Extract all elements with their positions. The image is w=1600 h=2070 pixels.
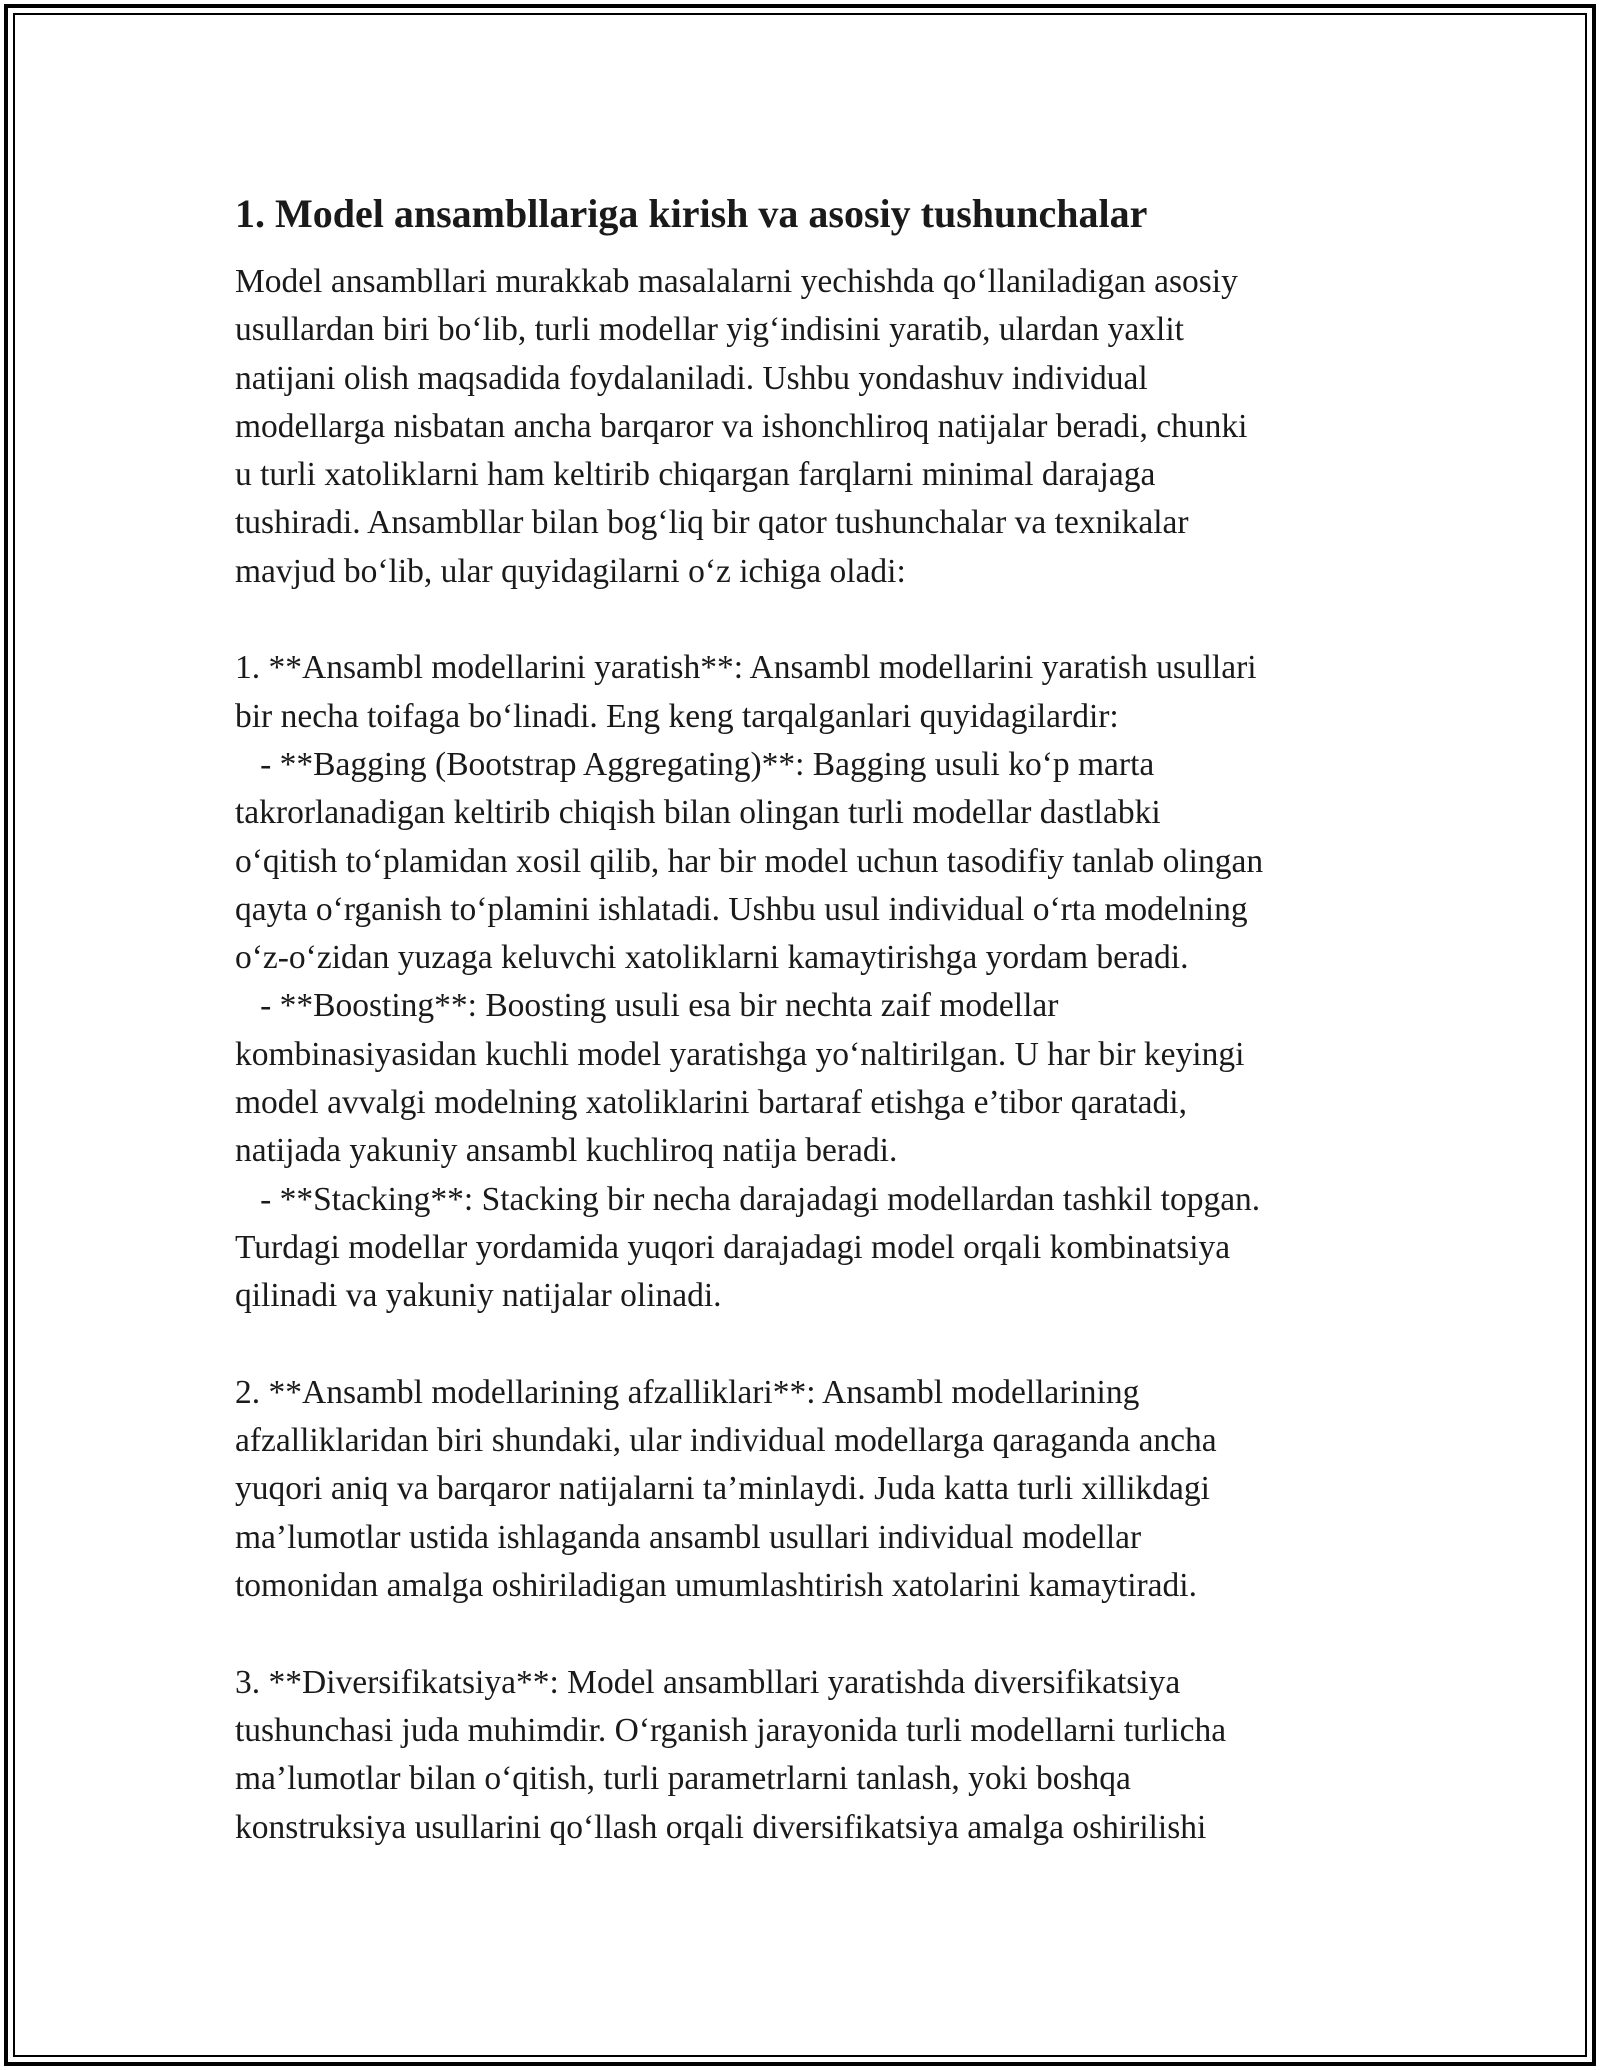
text-line: bir necha toifaga bo‘linadi. Eng keng tarqalganlari quyidagilardir: <box>235 697 1119 735</box>
text-line: natijada yakuniy ansambl kuchliroq natija beradi. <box>235 1132 898 1170</box>
paragraph-3 <box>235 1369 1375 1610</box>
text-line: o‘z-o‘zidan yuzaga keluvchi xatoliklarni kamaytirishga yordam beradi. <box>235 939 1189 977</box>
text-line: model avvalgi modelning xatoliklarini bartaraf etishga e’tibor qaratadi, <box>235 1084 1187 1122</box>
text-line: qayta o‘rganish to‘plamini ishlatadi. Ushbu usul individual o‘rta modelning <box>235 890 1248 928</box>
paragraph-4 <box>235 1659 1375 1852</box>
text-line: Turdagi modellar yordamida yuqori darajadagi model orqali kombinatsiya <box>235 1228 1231 1266</box>
text-line: modellarga nisbatan ancha barqaror va ishonchliroq natijalar beradi, chunki <box>235 407 1248 445</box>
text-line: tushunchasi juda muhimdir. O‘rganish jarayonida turli modellarni turlicha <box>235 1711 1227 1749</box>
text-line: - **Boosting**: Boosting usuli esa bir nechta zaif modellar <box>235 987 1059 1025</box>
text-line: qilinadi va yakuniy natijalar olinadi. <box>235 1277 722 1315</box>
text-line: - **Bagging (Bootstrap Aggregating)**: Bagging usuli ko‘p marta <box>235 745 1155 783</box>
text-line: yuqori aniq va barqaror natijalarni ta’minlaydi. Juda katta turli xillikdagi <box>235 1470 1210 1508</box>
text-line: 3. **Diversifikatsiya**: Model ansambllari yaratishda diversifikatsiya <box>235 1663 1181 1701</box>
text-line: tushiradi. Ansambllar bilan bog‘liq bir qator tushunchalar va texnikalar <box>235 504 1189 542</box>
text-line: ma’lumotlar ustida ishlaganda ansambl usullari individual modellar <box>235 1518 1142 1556</box>
text-line: ma’lumotlar bilan o‘qitish, turli parametrlarni tanlash, yoki boshqa <box>235 1760 1131 1798</box>
paragraph-1 <box>235 258 1375 596</box>
paragraph-gap <box>235 596 1375 644</box>
text-line: konstruksiya usullarini qo‘llash orqali diversifikatsiya amalga oshirilishi <box>235 1808 1207 1846</box>
paragraph-gap <box>235 1321 1375 1369</box>
text-line: natijani olish maqsadida foydalaniladi. Ushbu yondashuv individual <box>235 359 1148 397</box>
page-title: 1. Model ansambllariga kirish va asosiy tushunchalar <box>235 191 1148 236</box>
document-text <box>235 258 1375 1852</box>
text-line: Model ansambllari murakkab masalalarni yechishda qo‘llaniladigan asosiy <box>235 263 1238 300</box>
paragraph-2 <box>235 644 1375 1320</box>
text-line: - **Stacking**: Stacking bir necha darajadagi modellardan tashkil topgan. <box>235 1180 1261 1218</box>
text-line: 1. **Ansambl modellarini yaratish**: Ansambl modellarini yaratish usullari <box>235 649 1257 687</box>
text-line: usullardan biri bo‘lib, turli modellar yig‘indisini yaratib, ulardan yaxlit <box>235 311 1184 349</box>
paragraph-gap <box>235 1610 1375 1658</box>
text-line: tomonidan amalga oshiriladigan umumlashtirish xatolarini kamaytiradi. <box>235 1567 1197 1605</box>
text-line: u turli xatoliklarni ham keltirib chiqargan farqlarni minimal darajaga <box>235 456 1156 494</box>
text-line: o‘qitish to‘plamidan xosil qilib, har bir model uchun tasodifiy tanlab olingan <box>235 842 1264 880</box>
text-line: kombinasiyasidan kuchli model yaratishga yo‘naltirilgan. U har bir keyingi <box>235 1035 1245 1073</box>
text-line: mavjud bo‘lib, ular quyidagilarni o‘z ichiga oladi: <box>235 552 906 590</box>
text-line: 2. **Ansambl modellarining afzalliklari**: Ansambl modellarining <box>235 1373 1140 1411</box>
document-body <box>235 188 1375 1852</box>
text-line: afzalliklaridan biri shundaki, ular individual modellarga qaraganda ancha <box>235 1422 1217 1460</box>
text-line: takrorlanadigan keltirib chiqish bilan olingan turli modellar dastlabki <box>235 794 1161 832</box>
